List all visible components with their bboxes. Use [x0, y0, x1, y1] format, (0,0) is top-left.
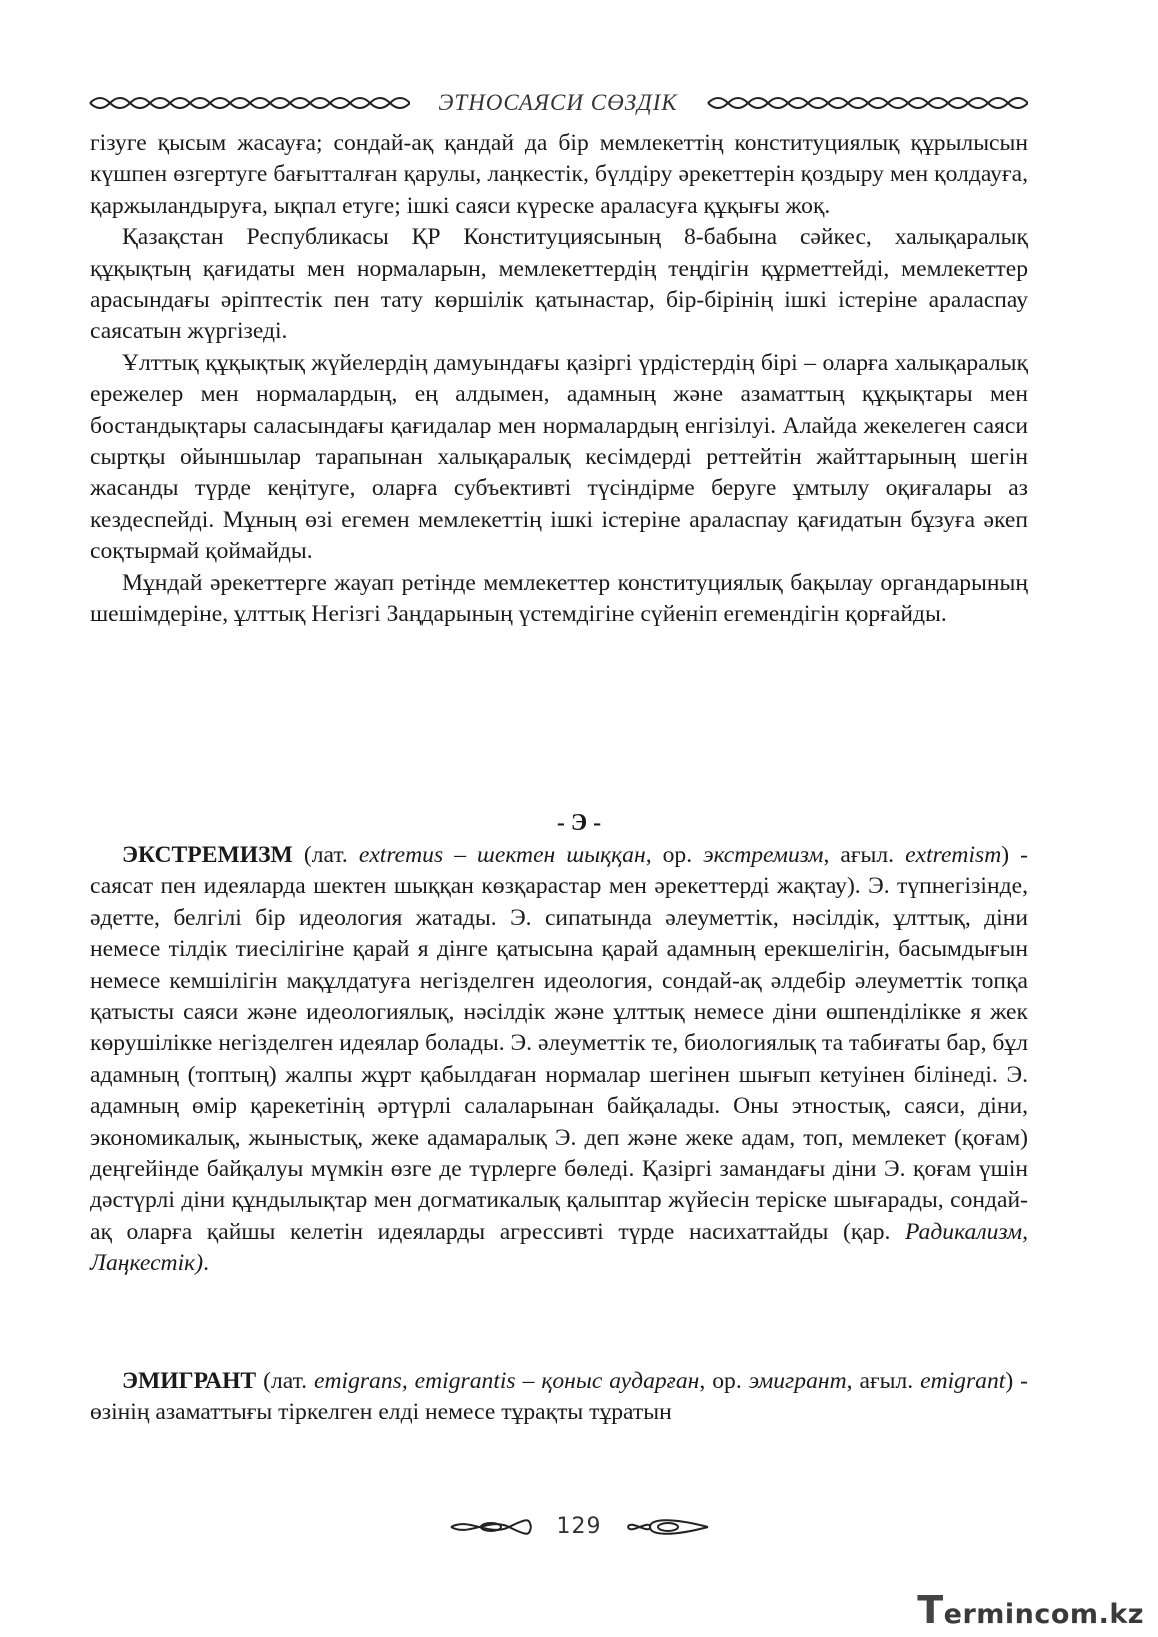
- ornament-left-icon: [88, 92, 410, 114]
- page-number: 129: [556, 1514, 602, 1539]
- section-letter: - Э -: [556, 810, 602, 836]
- entry-term: ЭКСТРЕМИЗМ: [122, 842, 293, 868]
- entry-text: ) - саясат пен идеяларда шектен шыққан көзқарастар мен әрекеттерді жақтау). Э. түпнегізінде, әдетте, белгілі бір идеология жатады. Э. сипатында әлеуметтік, нәсілдік, ұлттық, діни немесе тілдік тиесілігіне қарай я дінге қатысына қарай адамның ерекшелігін, басымдығын немесе кемшілігін мақұлдатуға негізделген идеология, сондай-ақ әлдебір әлеуметтік топқа қатысты саяси және идеологиялық, нәсілдік және ұлттық немесе діни өшпенділікке я жек көрушілікке негізделген идеялар болады. Э. әлеуметтік те, биологиялық та табиғаты бар, бұл адамның (топтың) жалпы жұрт қабылдаған нормалар шегінен шығып кетуінен білінеді. Э. адамның өмір қарекетінің әртүрлі салаларынан байқалады. Оны этностық, саяси, діни, экономикалық, жыныстық, жеке адамаралық Э. деп және жеке адам, топ, мемлекет (қоғам) деңгейінде байқалуы мүмкін өзге де түрлерге бөледі. Қазіргі замандағы діни Э. қоғам үшін дәстүрлі діни құндылықтар мен догматикалық қалыптар жүйесін теріске шығарады, сондай-ақ оларға қайшы келетін идеяларды агрессивті түрде насихаттайды (қар.: [90, 842, 1029, 1245]
- entry-italic: экстремизм: [703, 842, 824, 868]
- entry-extremism-text: [90, 840, 1028, 1280]
- entry-text: , ағыл.: [846, 1368, 921, 1394]
- entry-text: ) - өзінің азаматтығы тіркелген елді немесе тұрақты тұратын: [90, 1368, 1028, 1426]
- entry-term: ЭМИГРАНТ: [122, 1368, 257, 1394]
- entry-text: (лат.: [256, 1368, 314, 1394]
- entry-italic: emigrant: [920, 1368, 1006, 1394]
- entry-text: .: [203, 1250, 209, 1277]
- flourish-left-icon: [449, 1515, 533, 1539]
- watermark-prefix: T: [917, 1588, 944, 1632]
- paragraph-3: Ұлттық құқықтық жүйелердің дамуындағы қазіргі үрдістердің бірі – оларға халықаралық ережелер мен нормалардың, ең алдымен, адамның және азаматтың құқықтары мен бостандықтары саласындағы қағидалар мен нормалардың енгізілуі. Алайда жекелеген саяси сыртқы ойыншылар тарапынан халықаралық кесімдерді реттейтін жайттарының шегін жасанды түрде кеңітуге, оларға субъективті түсіндірме беруге ұмтылу оқиғалары аз кездеспейді. Мұның өзі егемен мемлекеттің ішкі істеріне араласпау қағидатын бұзуға әкеп соқтырмай қоймайды.: [90, 349, 1028, 565]
- entry-italic: Радикализм, Лаңкестік): [90, 1218, 1028, 1277]
- watermark-text: ermincom.kz: [943, 1599, 1144, 1630]
- paragraph-2: Қазақстан Республикасы ҚР Конституциясының 8-бабына сәйкес, халықаралық құқықтың қағидаты мен нормаларын, мемлекеттердің теңдігін құрметтейді, мемлекеттер арасындағы әріптестік пен тату көршілік қатынастар, бір-бірінің ішкі істеріне араласпау саясатын жүргізеді.: [90, 224, 1028, 345]
- entry-italic: эмигрант: [748, 1368, 847, 1394]
- entry-italic: emigrans, emigrantis – қоныс аударған: [314, 1368, 700, 1394]
- entry-text: , ағыл.: [823, 842, 906, 868]
- ornament-right-icon: [706, 92, 1028, 114]
- entry-extremism: [90, 840, 1028, 1280]
- entry-emigrant: [90, 1366, 1028, 1429]
- flourish-right-icon: [626, 1515, 710, 1539]
- entry-emigrant-text: [90, 1366, 1028, 1429]
- running-header: [88, 88, 1028, 118]
- entry-text: , ор.: [699, 1368, 749, 1394]
- main-text: [90, 128, 1028, 631]
- paragraph-1: гізуге қысым жасауға; сондай-ақ қандай да бір мемлекеттің конституциялық құрылысын күшпен өзгертуге бағытталған қарулы, лаңкестік, бүлдіру әрекеттерін қоздыру мен қолдауға, қаржыландыруға, ықпал етуге; ішкі саяси күреске араласуға құқығы жоқ.: [90, 130, 1028, 219]
- header-title: ЭТНОСАЯСИ СӨЗДІК: [438, 90, 678, 115]
- site-watermark: [917, 1588, 1144, 1632]
- entry-italic: extremus – шектен шыққан: [358, 842, 646, 868]
- entry-text: (лат.: [292, 842, 359, 868]
- paragraph-4: Мұндай әрекеттерге жауап ретінде мемлекеттер конституциялық бақылау органдарының шешімдеріне, ұлттық Негізгі Заңдарының үстемдігіне сүйеніп егемендігін қорғайды.: [90, 569, 1028, 628]
- entry-text: , ор.: [645, 842, 704, 868]
- entry-italic: extremism: [905, 842, 1002, 868]
- page-footer: [0, 1514, 1158, 1539]
